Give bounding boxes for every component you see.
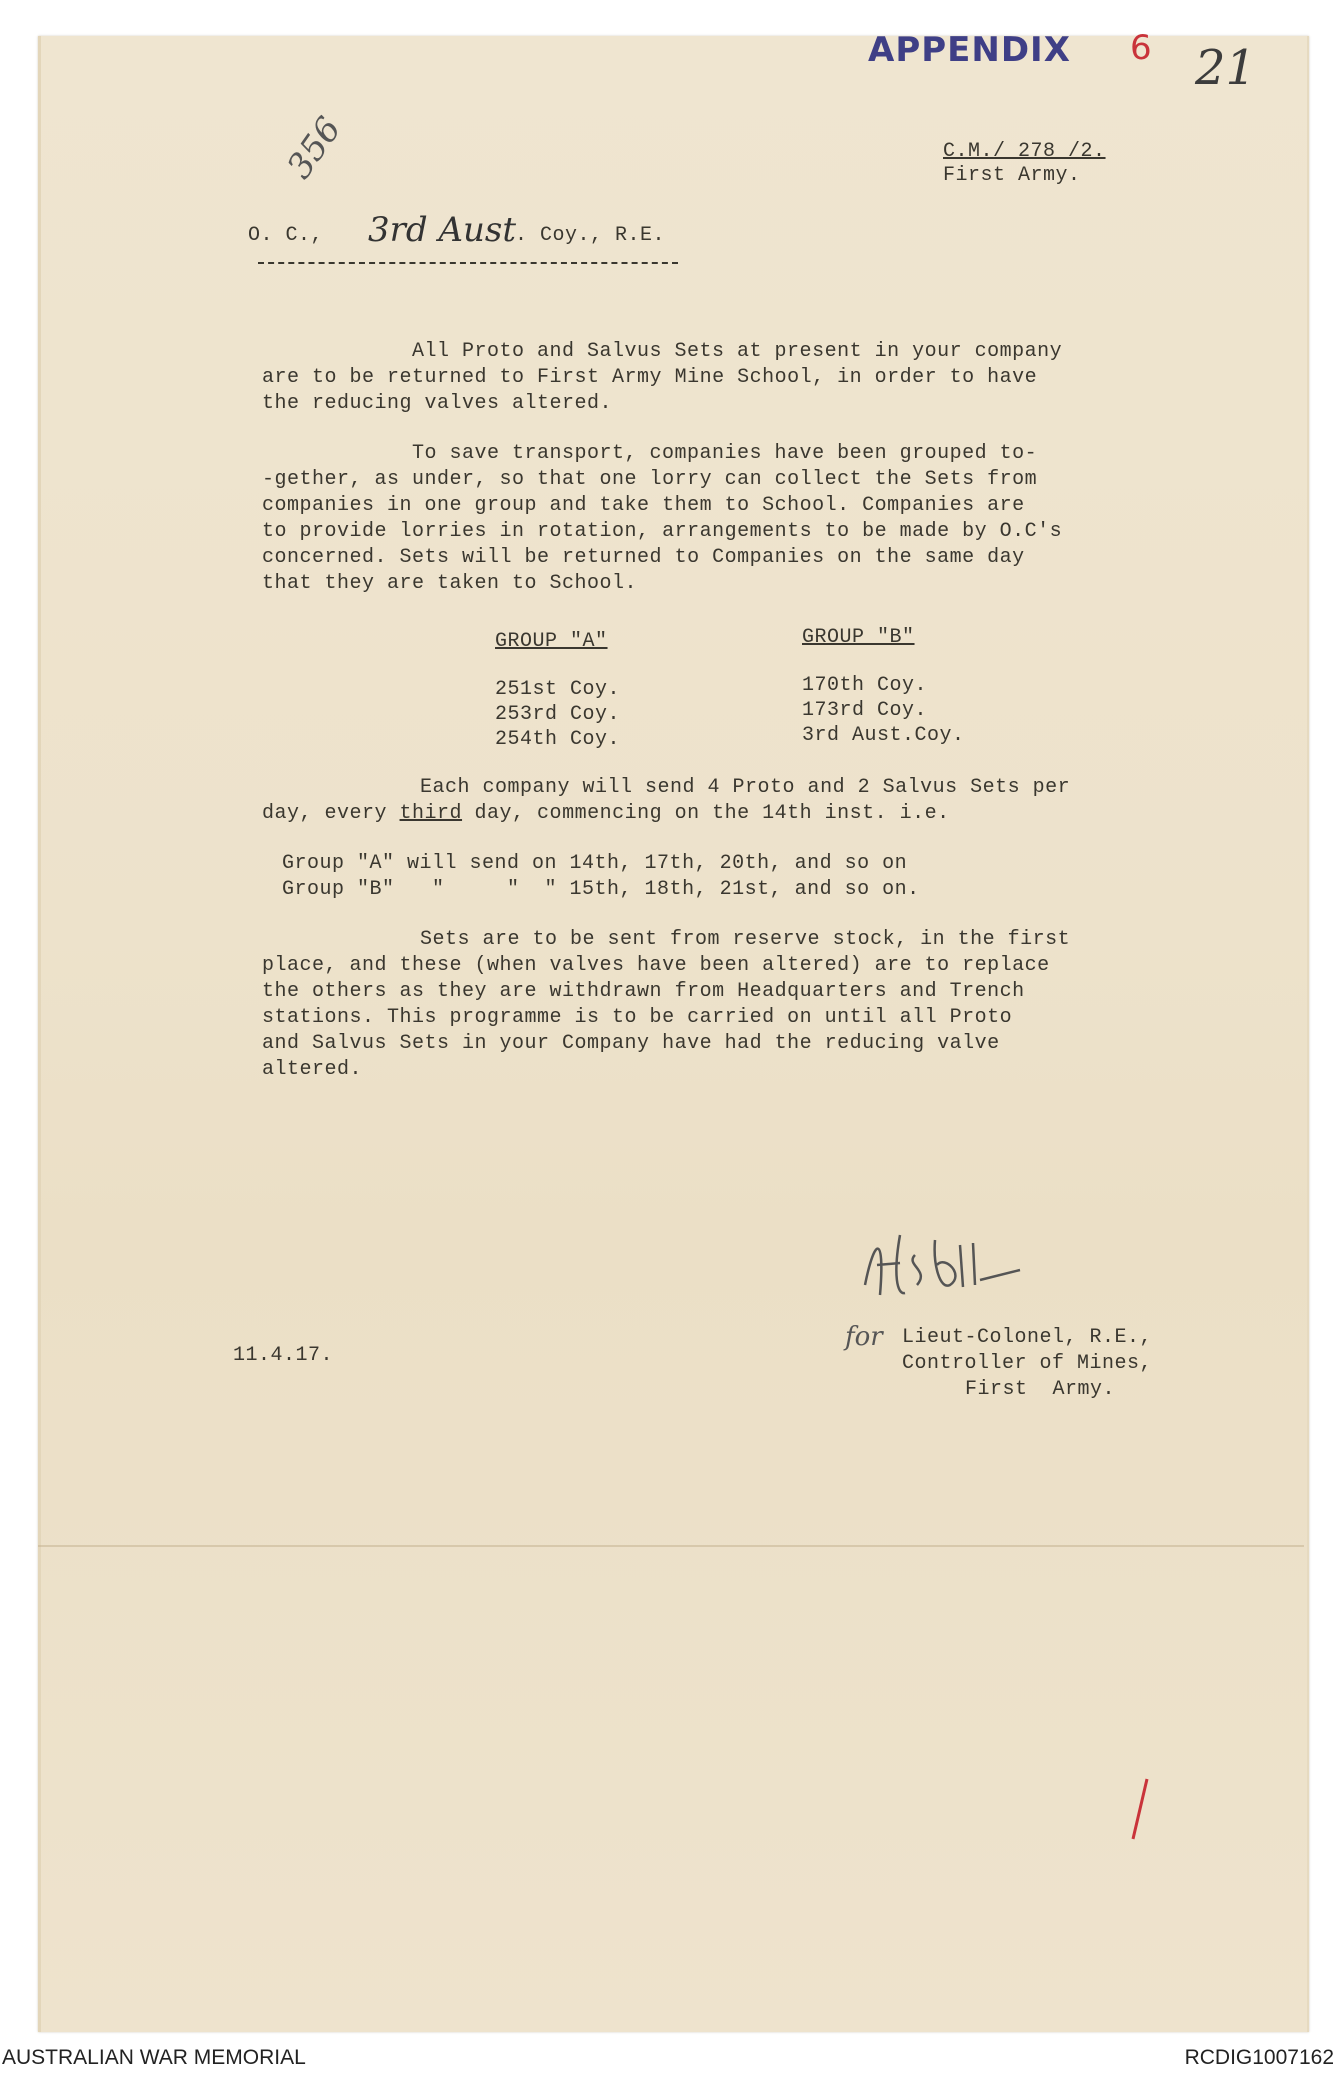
group-b-title: GROUP "B" [802, 626, 915, 649]
reference-unit: First Army. [943, 164, 1081, 187]
addressee-unit: 3rd Aust [368, 210, 517, 250]
appendix-stamp: APPENDIX [868, 30, 1071, 70]
addressee-prefix: O. C., [248, 224, 324, 247]
group-b-item-1: 170th Coy. [802, 674, 928, 697]
group-b-item-3: 3rd Aust.Coy. [802, 724, 965, 747]
schedule-group-b: Group "B" " " " 15th, 18th, 21st, and so on. [282, 878, 920, 901]
appendix-number: 6 [1130, 28, 1152, 68]
footer-id: RCDIG1007162 [1184, 2046, 1334, 2069]
schedule-line-1: Each company will send 4 Proto and 2 Salvus Sets per [420, 776, 1071, 799]
schedule-group-a: Group "A" will send on 14th, 17th, 20th, and so on [282, 852, 908, 875]
group-a-item-2: 253rd Coy. [495, 703, 621, 726]
reference-code: C.M./ 278 /2. [943, 140, 1106, 163]
signature-for: for [845, 1322, 883, 1352]
p2-line-4: to provide lorries in rotation, arrangements to be made by O.C's [262, 520, 1063, 543]
p3-line-4: stations. This programme is to be carried on until all Proto [262, 1006, 1013, 1029]
p1-line-2: are to be returned to First Army Mine School, in order to have [262, 366, 1038, 389]
group-a-title: GROUP "A" [495, 630, 608, 653]
signature-role: Controller of Mines, [902, 1352, 1153, 1375]
document-date: 11.4.17. [233, 1344, 334, 1367]
schedule-line-2b: day, commencing on the 14th inst. i.e. [462, 802, 950, 825]
group-b-item-2: 173rd Coy. [802, 699, 928, 722]
p2-line-2: -gether, as under, so that one lorry can collect the Sets from [262, 468, 1038, 491]
archive-number: 356 [279, 109, 350, 187]
p1-line-3: the reducing valves altered. [262, 392, 613, 415]
signature-rank: Lieut-Colonel, R.E., [902, 1326, 1153, 1349]
p3-line-3: the others as they are withdrawn from Headquarters and Trench [262, 980, 1025, 1003]
p1-line-1: All Proto and Salvus Sets at present in your company [412, 340, 1063, 363]
schedule-third: third [399, 802, 463, 825]
schedule-line-2 [262, 802, 950, 825]
addressee-suffix: . Coy., R.E. [515, 224, 666, 247]
red-tick-mark [1125, 1775, 1155, 1845]
p3-line-5: and Salvus Sets in your Company have had the reducing valve [262, 1032, 1000, 1055]
p2-line-5: concerned. Sets will be returned to Companies on the same day [262, 546, 1025, 569]
group-a-item-3: 254th Coy. [495, 728, 621, 751]
group-a-item-1: 251st Coy. [495, 678, 621, 701]
p3-line-2: place, and these (when valves have been altered) are to replace [262, 954, 1050, 977]
p3-line-1: Sets are to be sent from reserve stock, in the first [420, 928, 1071, 951]
p2-line-3: companies in one group and take them to School. Companies are [262, 494, 1025, 517]
signature-army: First Army. [965, 1378, 1116, 1401]
folio-number: 21 [1195, 40, 1257, 96]
addressee-underline [258, 262, 678, 264]
p2-line-1: To save transport, companies have been grouped to- [412, 442, 1038, 465]
footer-source: AUSTRALIAN WAR MEMORIAL [2, 2046, 306, 2069]
paper-fold [38, 1545, 1304, 1547]
signature-scrawl [855, 1215, 1030, 1315]
p3-line-6: altered. [262, 1058, 363, 1081]
schedule-line-2a: day, every [262, 802, 400, 825]
p2-line-6: that they are taken to School. [262, 572, 638, 595]
